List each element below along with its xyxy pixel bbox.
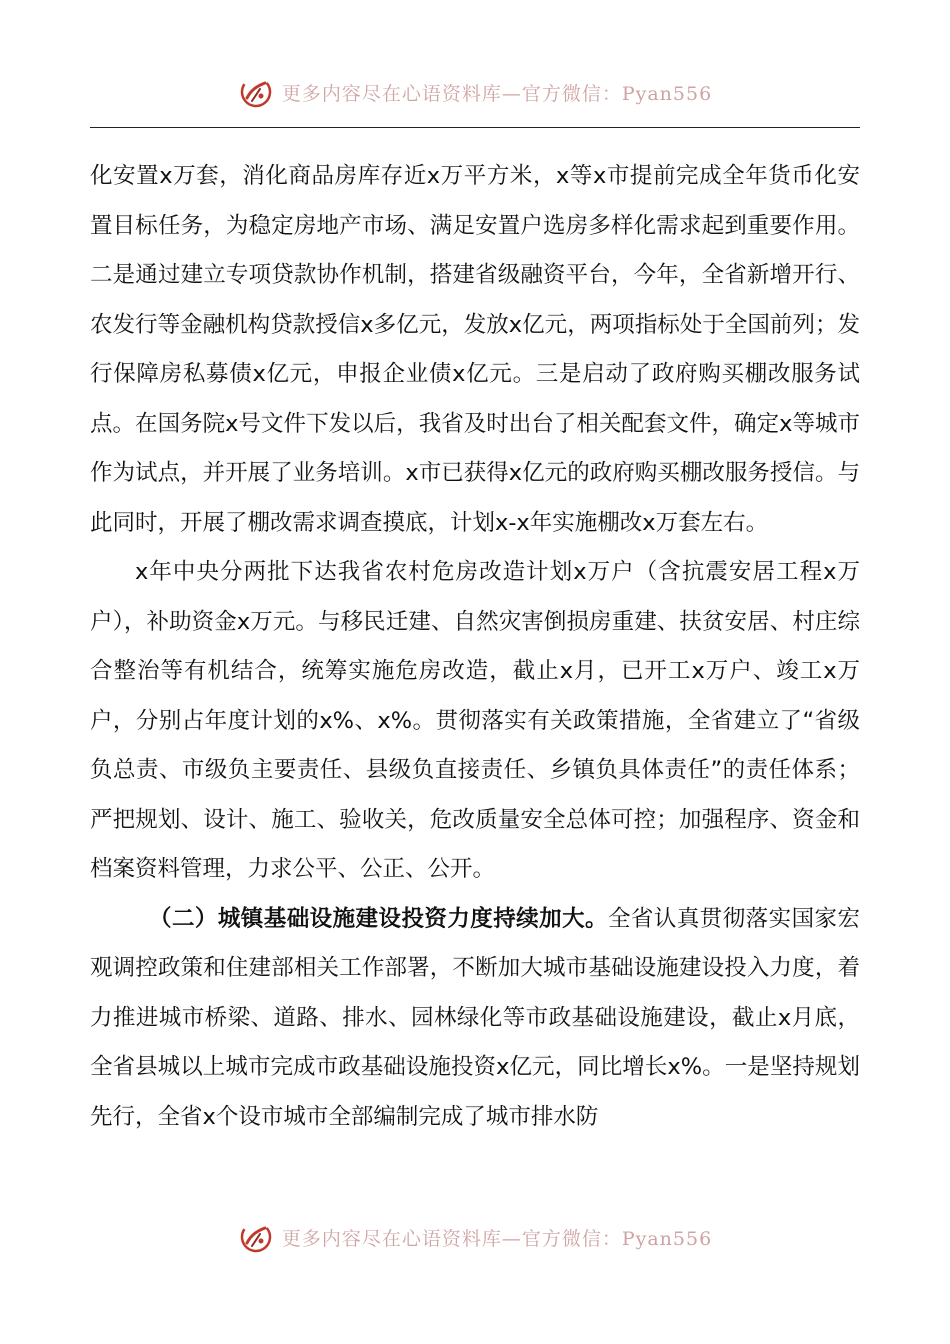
header-watermark bbox=[0, 72, 950, 112]
header-divider bbox=[90, 127, 860, 128]
watermark-text: 更多内容尽在心语资料库—官方微信：Pyan556 bbox=[281, 1227, 713, 1250]
watermark-logo-icon bbox=[238, 1219, 274, 1255]
paragraph-2: x年中央分两批下达我省农村危房改造计划x万户（含抗震安居工程x万户），补助资金x万元。与移民迁建、自然灾害倒损房重建、扶贫安居、村庄综合整治等有机结合，统筹实施危房改造，截止x月，已开工x万户、竣工x万户，分别占年度计划的x%、x%。贯彻落实有关政策措施，全省建立了“省级负总责、市级负主要责任、县级负直接责任、乡镇负具体责任”的责任体系；严把规划、设计、施工、验收关，危改质量安全总体可控；加强程序、资金和档案资料管理，力求公平、公正、公开。 bbox=[90, 559, 860, 882]
paragraph-3 bbox=[90, 895, 860, 1143]
paragraph-3-text: 全省认真贯彻落实国家宏观调控政策和住建部相关工作部署，不断加大城市基础设施建设投入力度，着力推进城市桥梁、道路、排水、园林绿化等市政基础设施建设，截止x月底，全省县城以上城市完成市政基础设施投资x亿元，同比增长x%。一是坚持规划先行，全省x个设市城市全部编制完成了城市排水防 bbox=[90, 905, 860, 1130]
document-body bbox=[90, 152, 860, 1142]
watermark-text: 更多内容尽在心语资料库—官方微信：Pyan556 bbox=[281, 82, 713, 105]
watermark-logo-icon bbox=[238, 74, 274, 110]
footer-watermark bbox=[0, 1217, 950, 1257]
section-heading: （二）城镇基础设施建设投资力度持续加大。 bbox=[149, 905, 608, 932]
paragraph-1: 化安置x万套，消化商品房库存近x万平方米，x等x市提前完成全年货币化安置目标任务，为稳定房地产市场、满足安置户选房多样化需求起到重要作用。二是通过建立专项贷款协作机制，搭建省级融资平台，今年，全省新增开行、农发行等金融机构贷款授信x多亿元，发放x亿元，两项指标处于全国前列；发行保障房私募债x亿元，申报企业债x亿元。三是启动了政府购买棚改服务试点。在国务院x号文件下发以后，我省及时出台了相关配套文件，确定x等城市作为试点，并开展了业务培训。x市已获得x亿元的政府购买棚改服务授信。与此同时，开展了棚改需求调查摸底，计划x-x年实施棚改x万套左右。 bbox=[90, 163, 860, 536]
